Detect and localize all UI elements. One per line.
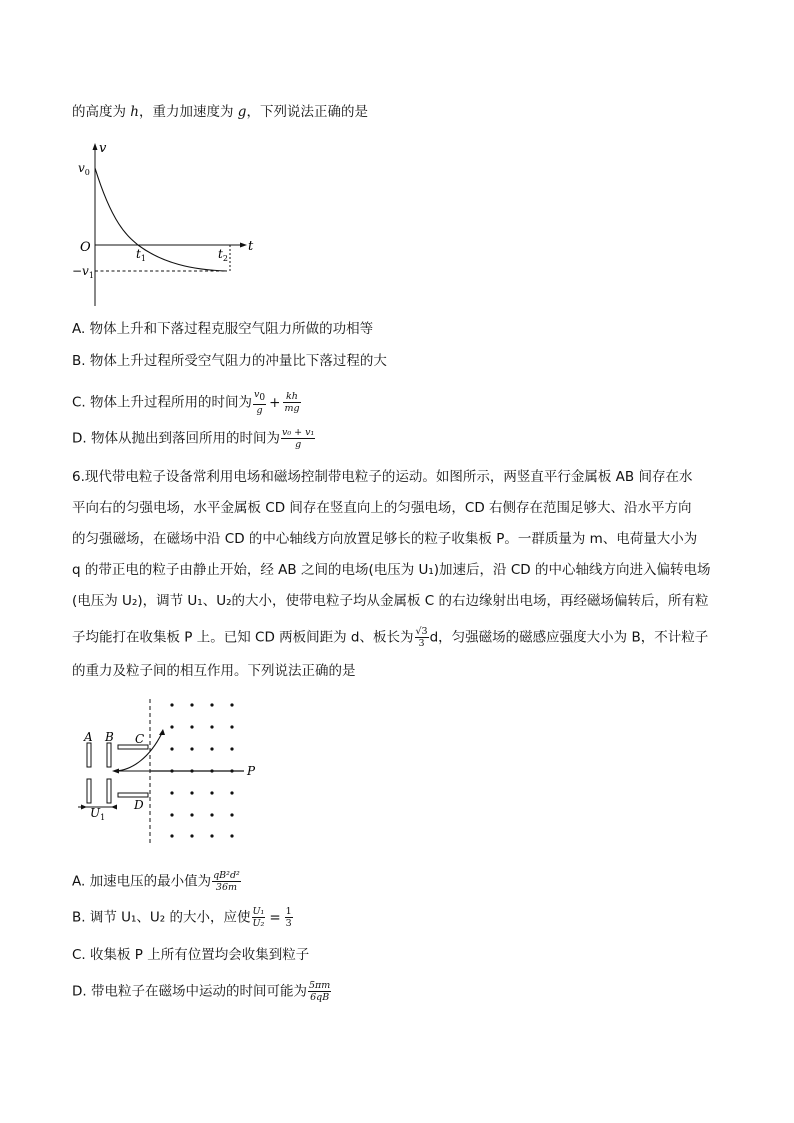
neg-v1-label: $-v_1$: [72, 264, 94, 280]
q6-option-a: A. 加速电压的最小值为 $\frac{\text{qB²d²}}{36m}$: [72, 870, 240, 893]
velocity-time-graph: [72, 138, 262, 310]
t1-label: $t_1$: [136, 247, 146, 263]
particle-apparatus-figure: [72, 695, 272, 855]
label-p: P: [247, 764, 256, 778]
origin-label: O: [80, 240, 91, 255]
q6-line-3: 的匀强磁场，在磁场中沿 CD 的中心轴线方向放置足够长的粒子收集板 P。一群质量为 m、电荷量大小为: [72, 531, 698, 547]
label-d: D: [134, 798, 144, 812]
label-c: C: [135, 732, 145, 746]
fraction-v0-plus-v1-over-g: $\frac{\text{v₀ + v₁}}{g}$: [281, 427, 315, 450]
q6-line-6: 子均能打在收集板 P 上。已知 CD 两板间距为 d、板长为 $\frac{√3}{3}$ d，匀强磁场的磁感应强度大小为 B，不计粒子: [72, 626, 709, 649]
label-u1: $U_1$: [90, 806, 106, 822]
q6-line-1: 6.现代带电粒子设备常利用电场和磁场控制带电粒子的运动。如图所示，两竖直平行金属板 AB 间存在水: [72, 469, 693, 485]
fraction-1-over-3: $\frac{1}{3}$: [285, 906, 292, 929]
t-axis-arrow: [240, 243, 247, 248]
q6-line-2: 平向右的匀强电场，水平金属板 CD 间存在竖直向上的匀强电场，CD 右侧存在范围足够大、沿水平方向: [72, 500, 692, 516]
v0-label: $v_0$: [78, 161, 90, 177]
plate-b-lower: [107, 779, 111, 803]
q5-option-c: C. 物体上升过程所用的时间为 $\frac{v_0}{g}$ + $\frac{kh}{mg}$: [72, 389, 300, 416]
t-axis-label: t: [248, 239, 254, 254]
v-axis-label: v: [99, 141, 107, 156]
q6-option-d: D. 带电粒子在磁场中运动的时间可能为 $\frac{5\pi m}{6qB}$: [72, 980, 331, 1003]
q5-option-d: D. 物体从抛出到落回所用的时间为 $\frac{\text{v₀ + v₁}}{g}$: [72, 427, 315, 450]
q6-option-c: C. 收集板 P 上所有位置均会收集到粒子: [72, 947, 310, 963]
fraction-5pim-over-6qb: $\frac{5\pi m}{6qB}$: [308, 980, 331, 1003]
velocity-curve: [95, 168, 227, 271]
q6-line-5: (电压为 U₂)，调节 U₁、U₂的大小，使带电粒子均从金属板 C 的右边缘射出电场，再经磁场偏转后，所有粒: [72, 593, 709, 609]
q6-line-7: 的重力及粒子间的相互作用。下列说法正确的是: [72, 663, 356, 679]
label-a: A: [84, 730, 93, 744]
q5-option-a: A. 物体上升和下落过程克服空气阻力所做的功相等: [72, 321, 374, 337]
v-axis-arrow: [93, 143, 98, 150]
plate-b-upper: [107, 743, 111, 767]
q6-option-b: B. 调节 U₁、U₂ 的大小，应使 $\frac{\text{U₁}}{\text{U₂}}$ = $\frac{1}{3}$: [72, 906, 292, 929]
intro-line: 的高度为 h，重力加速度为 g，下列说法正确的是: [72, 104, 368, 120]
fraction-u1-over-u2: $\frac{\text{U₁}}{\text{U₂}}$: [252, 906, 265, 929]
fraction-v0-over-g: $\frac{v_0}{g}$: [254, 389, 266, 416]
plate-a-lower: [87, 779, 91, 803]
fraction-sqrt3-over-3: $\frac{√3}{3}$: [415, 626, 428, 649]
label-b: B: [105, 730, 114, 744]
fraction-kh-over-mg: $\frac{kh}{mg}$: [284, 391, 300, 414]
q5-option-b: B. 物体上升过程所受空气阻力的冲量比下落过程的大: [72, 353, 387, 369]
plate-a-upper: [87, 743, 91, 767]
plate-d: [118, 793, 148, 797]
q6-line-4: q 的带正电的粒子由静止开始，经 AB 之间的电场(电压为 U₁)加速后，沿 CD 的中心轴线方向进入偏转电场: [72, 562, 711, 578]
t2-label: $t_2$: [218, 247, 228, 263]
fraction-qb2d2-over-36m: $\frac{\text{qB²d²}}{36m}$: [213, 870, 240, 893]
